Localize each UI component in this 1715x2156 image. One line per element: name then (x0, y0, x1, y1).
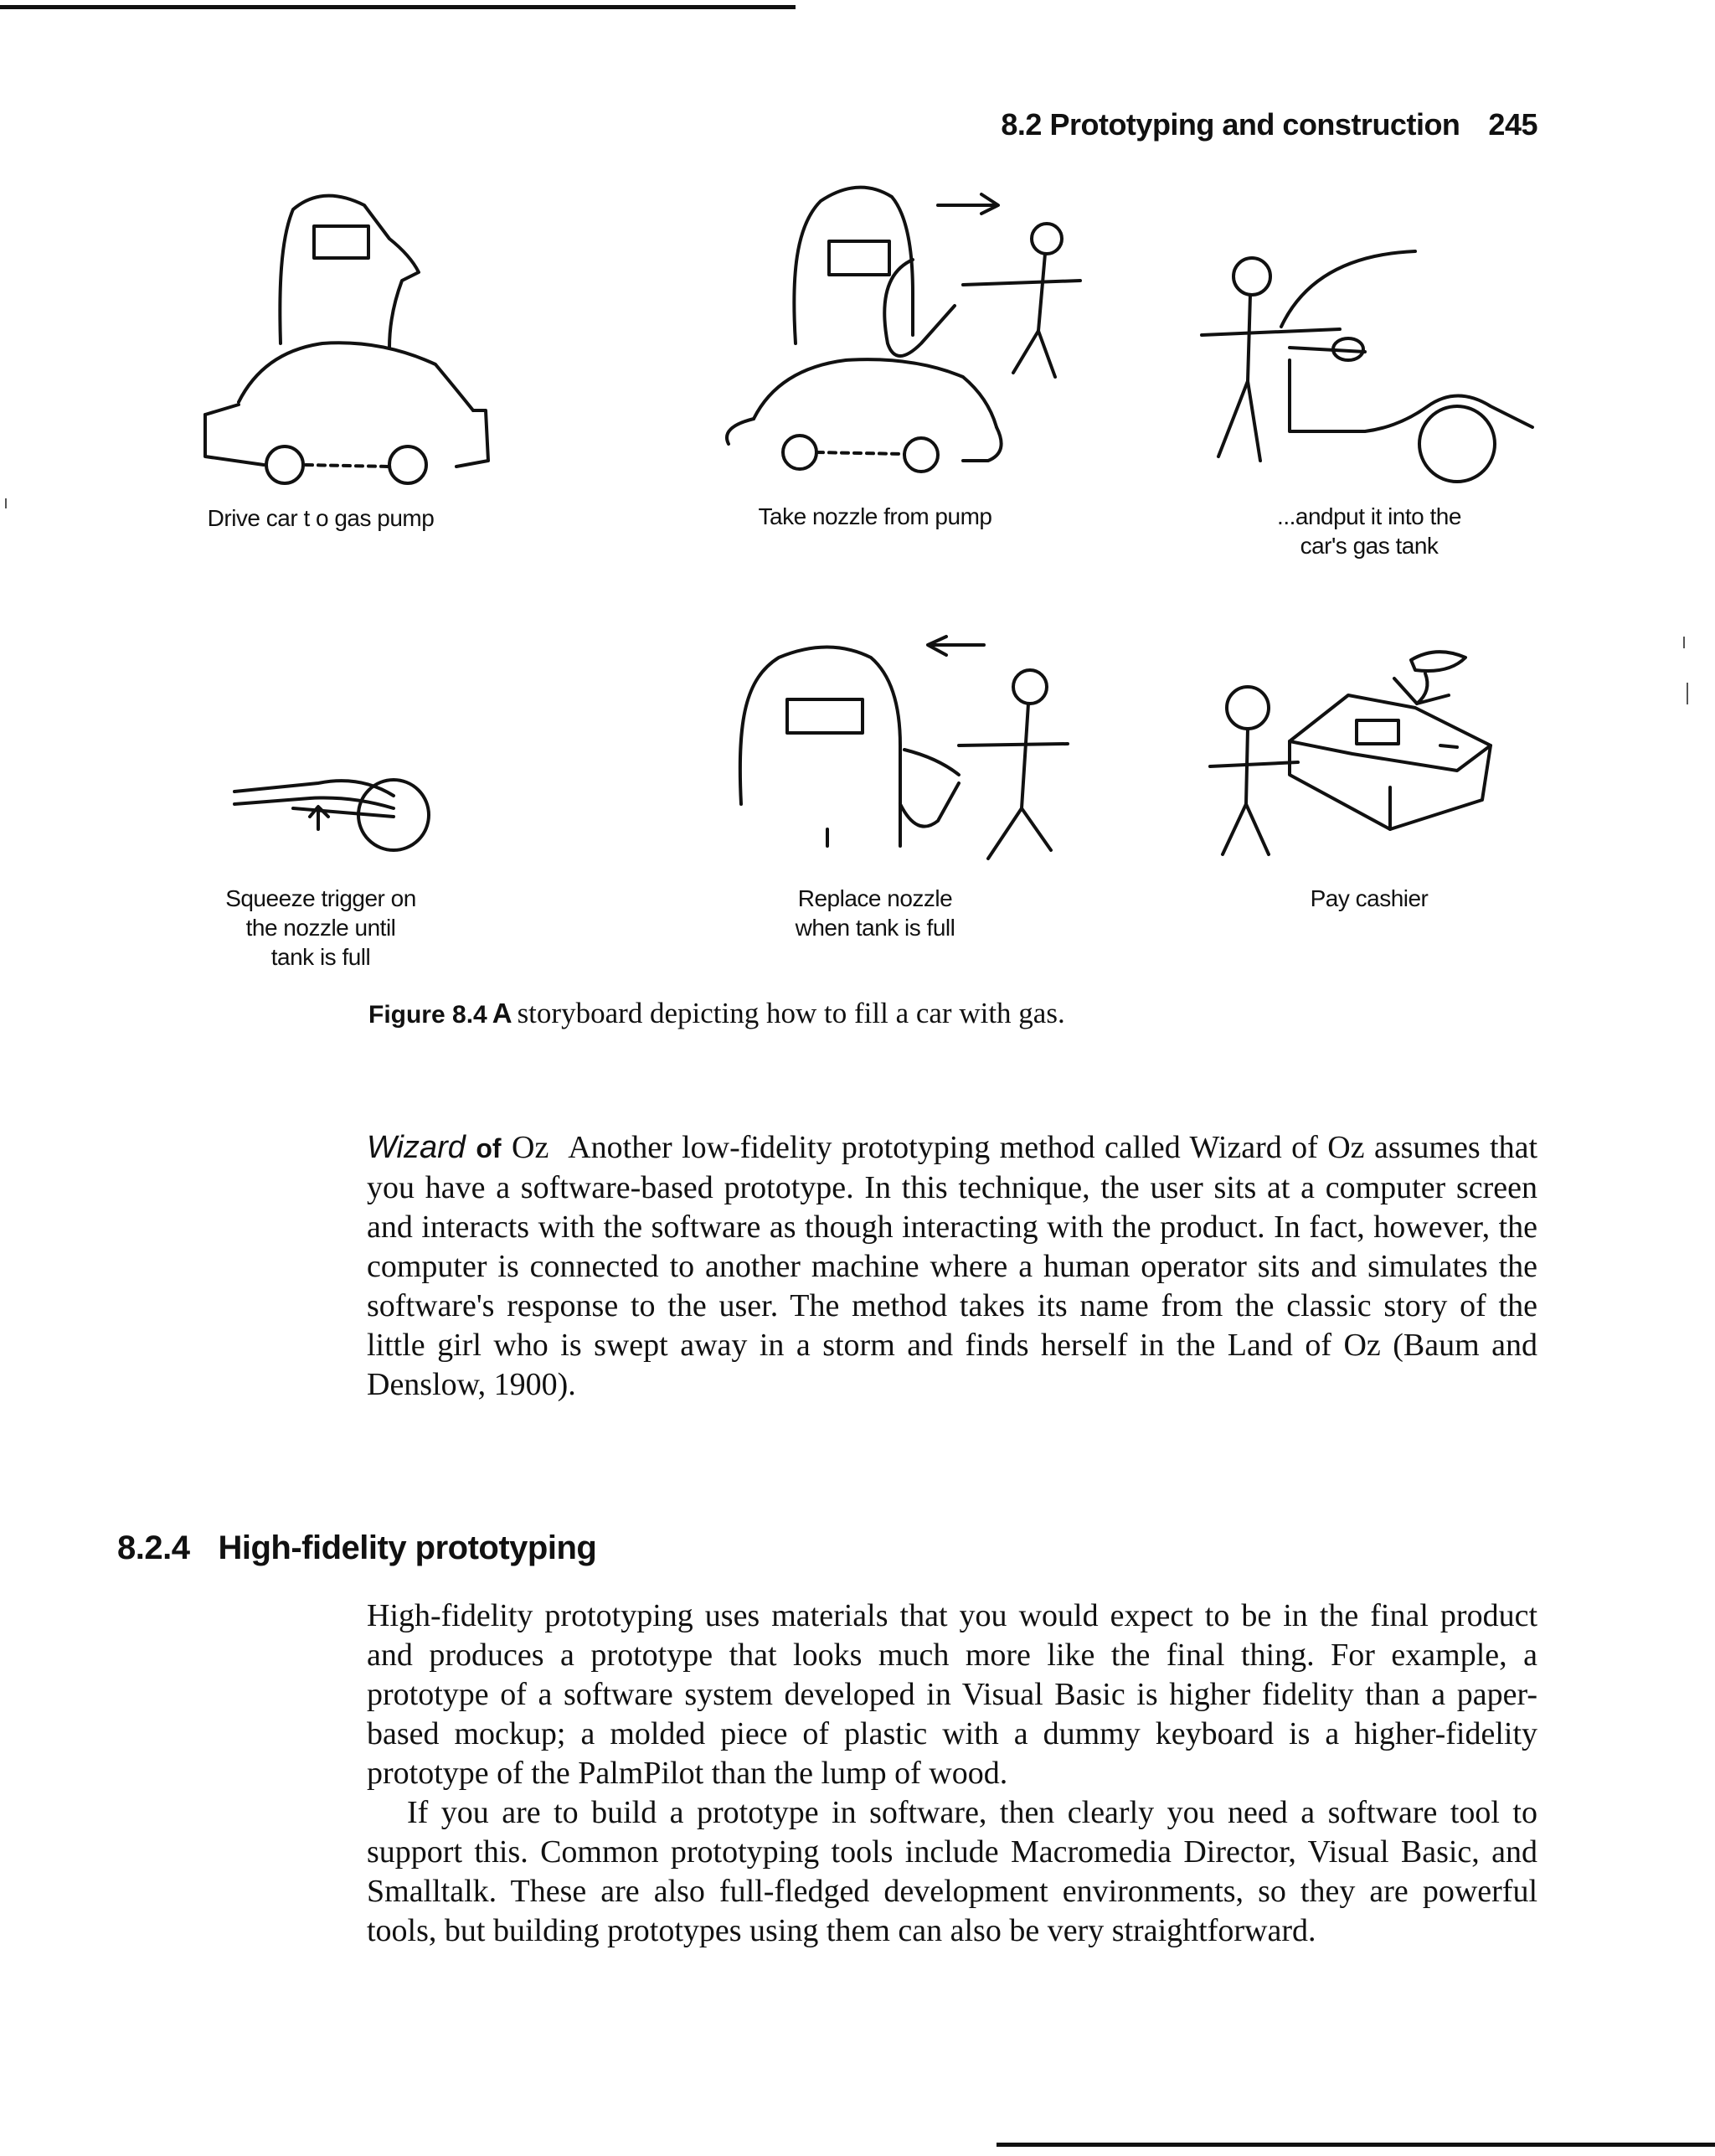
running-header (1001, 107, 1537, 142)
caption-line: ...andput it into the (1277, 503, 1461, 529)
storyboard-panel-pay-cashier (1206, 645, 1516, 863)
run-in-heading (367, 1130, 548, 1165)
caption-pay-cashier: Pay cashier (1310, 885, 1429, 911)
figure-caption (368, 997, 1065, 1030)
caption-put-nozzle (1231, 502, 1507, 560)
body-paragraph (367, 1793, 1537, 1951)
run-in-of: of (476, 1133, 502, 1163)
section-heading (117, 1529, 596, 1567)
caption-replace-nozzle (737, 884, 1013, 942)
paragraph-text: If you are to build a prototype in software, then clearly you need a software tool to support this. Common prototyping tools include Macromedia Director, Visual Basic, and Smalltalk. These are also full-fledged development environments, so they are powerful tools, but building prototypes using them can also be very straightforward. (367, 1795, 1537, 1948)
bottom-rule (997, 2143, 1715, 2147)
page-number: 245 (1488, 107, 1537, 142)
body-paragraph (367, 1596, 1537, 1793)
header-section: 8.2 Prototyping and construction (1001, 107, 1460, 142)
caption-take-nozzle: Take nozzle from pump (758, 503, 992, 529)
caption-squeeze-trigger (183, 884, 459, 972)
wizard-of-oz-paragraph (367, 1128, 1537, 1405)
top-rule (0, 5, 796, 9)
margin-mark (1687, 683, 1688, 704)
caption-line: Replace nozzle (797, 885, 953, 911)
caption-line: the nozzle until (245, 915, 396, 941)
caption-line: Squeeze trigger on (225, 885, 416, 911)
figure-text: storyboard depicting how to fill a car with gas. (517, 997, 1065, 1029)
margin-mark (5, 498, 7, 508)
caption-line: when tank is full (795, 915, 955, 941)
storyboard-panel-replace-nozzle (737, 637, 1072, 863)
section-title: High-fidelity prototyping (218, 1529, 597, 1566)
storyboard-panel-take-nozzle (712, 176, 1080, 477)
storyboard-panel-put-nozzle (1189, 239, 1541, 490)
figure-letter: A (492, 998, 512, 1029)
run-in-oz: Oz (512, 1130, 549, 1165)
caption-drive-car: Drive car t o gas pump (207, 505, 435, 531)
section-number: 8.2.4 (117, 1529, 190, 1566)
storyboard-panel-drive-car (188, 188, 507, 482)
figure-label: Figure 8.4 (368, 1001, 487, 1029)
margin-mark (1683, 637, 1685, 648)
caption-line: tank is full (270, 944, 371, 970)
run-in-wizard: Wizard (367, 1130, 466, 1165)
storyboard-panel-squeeze-trigger (226, 758, 444, 859)
paragraph-text: High-fidelity prototyping uses materials that you would expect to be in the final product and produces a prototype that looks much more like the final thing. For example, a prototype of a software system developed in Visual Basic is higher fidelity than a paper-based mockup; a molded piece of plastic with a dummy keyboard is a higher-fidelity prototype of the PalmPilot than the lump of wood. (367, 1598, 1537, 1791)
wizard-body: Another low-fidelity prototyping method called Wizard of Oz assumes that you have a software-based prototype. In this technique, the user sits at a computer screen and interacts with the software as though interacting with the product. In fact, however, the computer is connected to another machine where a human operator sits and simulates the software's response to the user. The method takes its name from the classic story of the little girl who is swept away in a storm and finds herself in the Land of Oz (Baum and Denslow, 1900). (367, 1130, 1538, 1402)
caption-line: car's gas tank (1300, 533, 1439, 559)
